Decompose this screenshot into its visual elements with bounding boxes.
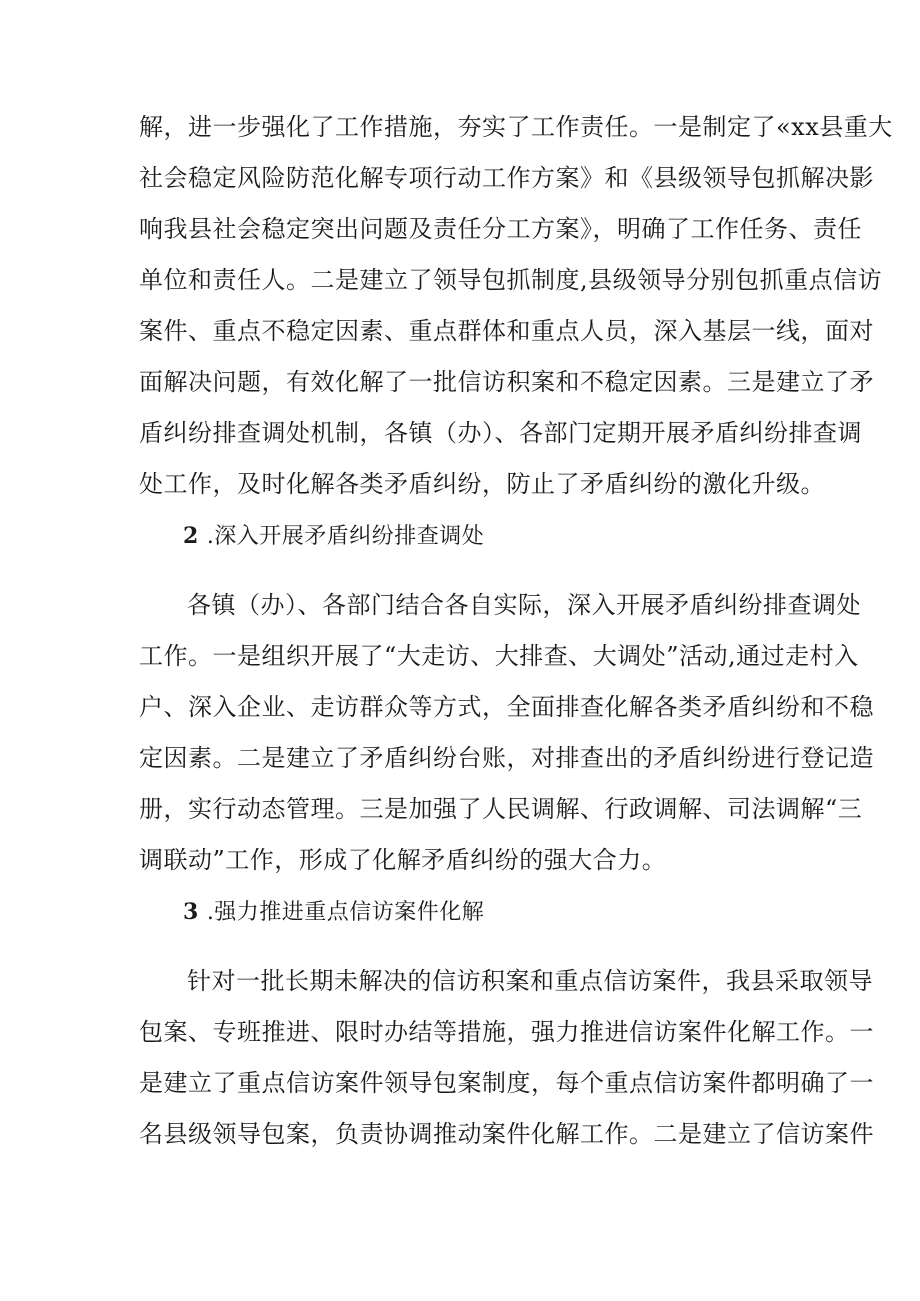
paragraph-line: 解，进一步强化了工作措施，夯实了工作责任。一是制定了«xx县重大 [139, 113, 893, 141]
paragraph-line: 响我县社会稳定突出问题及责任分工方案》，明确了工作任务、责任 [139, 215, 862, 243]
paragraph-line: 包案、专班推进、限时办结等措施，强力推进信访案件化解工作。一 [139, 1018, 874, 1046]
paragraph-line: 工作。一是组织开展了“大走访、大排查、大调处”活动,通过走村入 [139, 642, 859, 670]
paragraph-line: 户、深入企业、走访群众等方式，全面排查化解各类矛盾纠纷和不稳 [139, 693, 874, 721]
paragraph-line: 册，实行动态管理。三是加强了人民调解、行政调解、司法调解“三 [139, 795, 863, 823]
section-heading-3 [183, 897, 484, 928]
heading-number: 3 [183, 899, 199, 925]
paragraph-line: 处工作，及时化解各类矛盾纠纷，防止了矛盾纠纷的激化升级。 [139, 470, 825, 498]
paragraph-line: 各镇（办）、各部门结合各自实际，深入开展矛盾纠纷排查调处 [187, 591, 861, 619]
paragraph-line: 调联动”工作，形成了化解矛盾纠纷的强大合力。 [139, 846, 667, 874]
paragraph-line: 单位和责任人。二是建立了领导包抓制度,县级领导分别包抓重点信访 [139, 266, 883, 294]
paragraph-line: 针对一批长期未解决的信访积案和重点信访案件，我县采取领导 [187, 967, 873, 995]
paragraph-line: 定因素。二是建立了矛盾纠纷台账，对排查出的矛盾纠纷进行登记造 [139, 744, 874, 772]
paragraph-line: 是建立了重点信访案件领导包案制度，每个重点信访案件都明确了一 [139, 1069, 874, 1097]
paragraph-line: 社会稳定风险防范化解专项行动工作方案》和《县级领导包抓解决影 [139, 164, 874, 192]
paragraph-line: 案件、重点不稳定因素、重点群体和重点人员，深入基层一线，面对 [139, 317, 874, 345]
heading-number: 2 [183, 523, 199, 549]
paragraph-line: 盾纠纷排查调处机制，各镇（办）、各部门定期开展矛盾纠纷排查调 [139, 419, 862, 447]
heading-text: .深入开展矛盾纠纷排查调处 [206, 524, 485, 549]
paragraph-line: 名县级领导包案，负责协调推动案件化解工作。二是建立了信访案件 [139, 1120, 874, 1148]
paragraph-line: 面解决问题，有效化解了一批信访积案和不稳定因素。三是建立了矛 [139, 368, 874, 396]
section-heading-2 [183, 521, 484, 552]
heading-text: .强力推进重点信访案件化解 [206, 900, 485, 925]
